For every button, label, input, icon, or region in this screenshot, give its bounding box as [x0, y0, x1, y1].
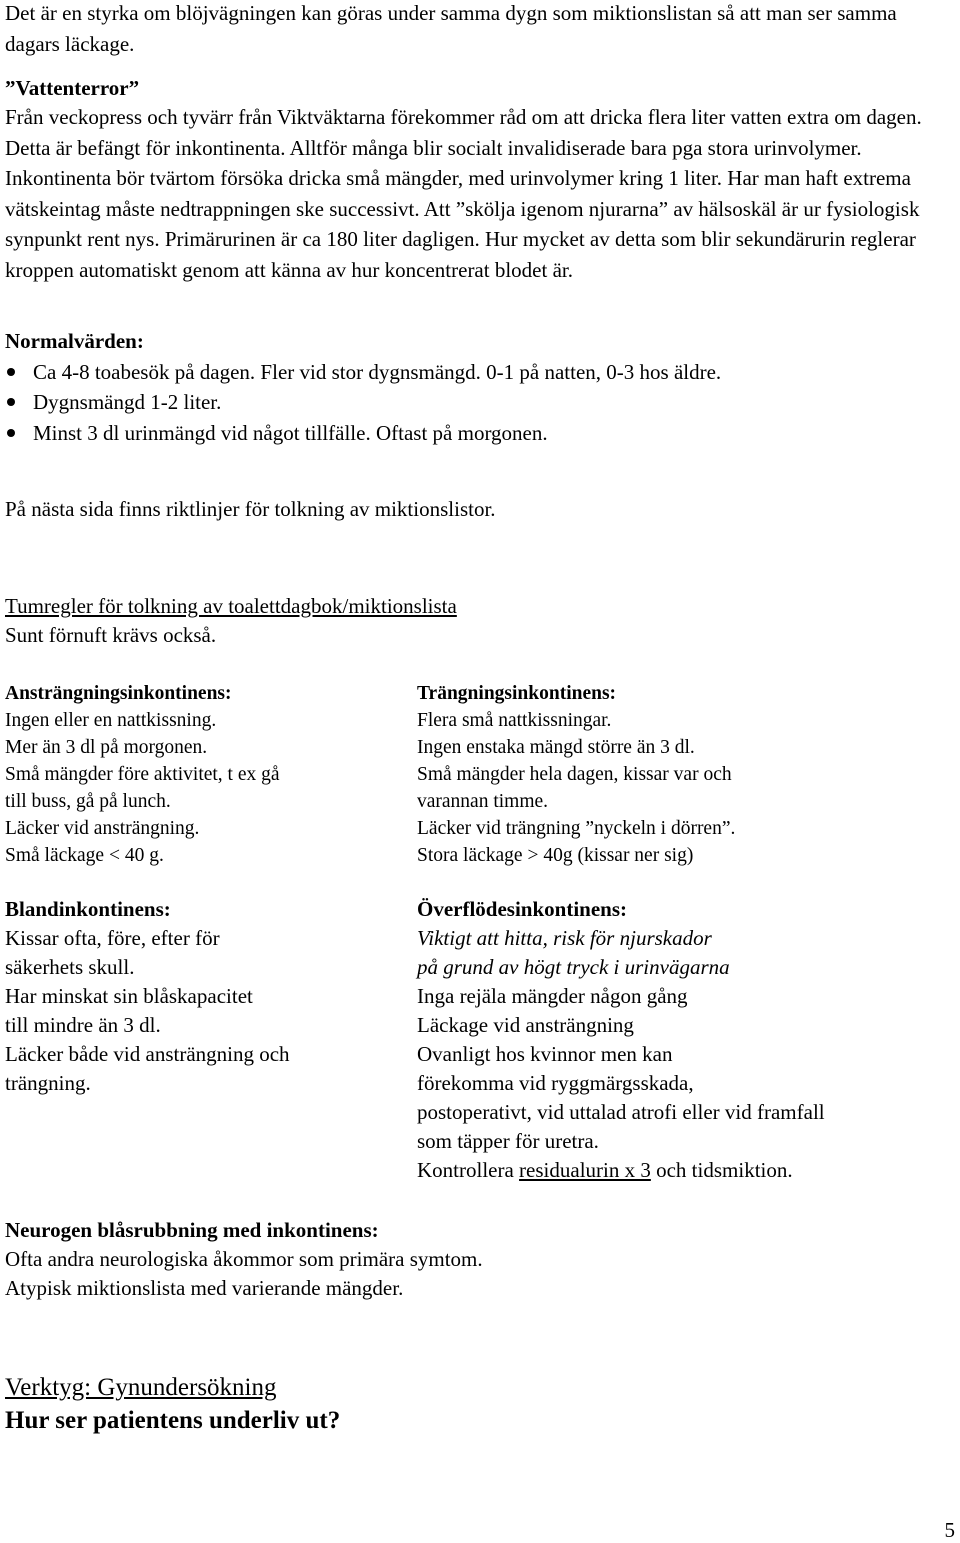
text-line: Läckage vid ansträngning — [417, 1013, 634, 1037]
text-line: Läcker både vid ansträngning och — [5, 1042, 290, 1066]
rules-subtitle: Sunt förnuft krävs också. — [5, 623, 217, 647]
text-line: Viktigt att hitta, risk för njurskador — [417, 926, 712, 950]
text-line: Ovanligt hos kvinnor men kan — [417, 1042, 673, 1066]
text-line: förekomma vid ryggmärgsskada, — [417, 1071, 694, 1095]
section-heading-vattenterror: ”Vattenterror” — [5, 76, 140, 100]
residualurin-link[interactable]: residualurin x 3 — [519, 1158, 651, 1182]
tool-title: Verktyg: Gynundersökning — [5, 1374, 277, 1401]
text-line: varannan timme. — [417, 791, 549, 812]
text-line: Stora läckage > 40g (kissar ner sig) — [417, 845, 694, 866]
tool-subtitle: Hur ser patientens underliv ut? — [5, 1407, 341, 1434]
list-item: Minst 3 dl urinmängd vid något tillfälle. Oftast på morgonen. — [5, 418, 721, 448]
text-line: Inga rejäla mängder någon gång — [417, 984, 688, 1008]
normal-values-heading: Normalvärden: — [5, 329, 144, 353]
mixed-incontinence-heading: Blandinkontinens: — [5, 897, 171, 921]
rules-title: Tumregler för tolkning av toalettdagbok/miktionslista — [5, 594, 457, 618]
urge-incontinence-block — [417, 680, 735, 869]
text-line: postoperativt, vid uttalad atrofi eller vid framfall — [417, 1100, 825, 1124]
text-line: Läcker vid ansträngning. — [5, 818, 200, 839]
page-number: 5 — [944, 1518, 955, 1542]
text-line: Små mängder före aktivitet, t ex gå — [5, 764, 280, 785]
text-line: Kontrollera residualurin x 3 och tidsmiktion. — [417, 1158, 793, 1182]
list-item: Dygnsmängd 1-2 liter. — [5, 387, 721, 417]
neurogenic-heading: Neurogen blåsrubbning med inkontinens: — [5, 1218, 379, 1242]
bullet-icon — [7, 429, 15, 437]
stress-incontinence-block — [5, 680, 280, 869]
text-line: Mer än 3 dl på morgonen. — [5, 737, 208, 758]
text-line: Läcker vid trängning ”nyckeln i dörren”. — [417, 818, 736, 839]
text-line: Ingen eller en nattkissning. — [5, 710, 217, 731]
overflow-incontinence-block — [417, 895, 825, 1185]
text-line: till mindre än 3 dl. — [5, 1013, 161, 1037]
text-line: Små mängder hela dagen, kissar var och — [417, 764, 732, 785]
text-line: till buss, gå på lunch. — [5, 791, 171, 812]
text-line: Har minskat sin blåskapacitet — [5, 984, 253, 1008]
text-line: Små läckage < 40 g. — [5, 845, 164, 866]
next-page-note: På nästa sida finns riktlinjer för tolkning av miktionslistor. — [5, 497, 496, 521]
text-line: Atypisk miktionslista med varierande mängder. — [5, 1276, 404, 1300]
normal-values-list — [5, 357, 721, 448]
text-line: Ingen enstaka mängd större än 3 dl. — [417, 737, 695, 758]
neurogenic-block — [5, 1216, 483, 1303]
text-line: Ofta andra neurologiska åkommor som primära symtom. — [5, 1247, 483, 1271]
text-line: säkerhets skull. — [5, 955, 135, 979]
text-line: Flera små nattkissningar. — [417, 710, 612, 731]
text-line: trängning. — [5, 1071, 91, 1095]
mixed-incontinence-block — [5, 895, 290, 1098]
bullet-icon — [7, 398, 15, 406]
text-line: som täpper för uretra. — [417, 1129, 599, 1153]
intro-paragraph: Det är en styrka om blöjvägningen kan göras under samma dygn som miktionslistan så att man ser samma dagars läckage. — [5, 1, 897, 56]
vattenterror-paragraph: Från veckopress och tyvärr från Viktväktarna förekommer råd om att dricka flera liter vatten extra om dagen. Detta är befängt för inkontinenta. Alltför många blir socialt invalidiserade bara pga stora urinvolymer. Inkontinenta bör tvärtom försöka dricka små mängder, med urinvolymer kring 1 liter. Har man haft extrema vätskeintag måste nedtrappningen ske successivt. Att ”skölja igenom njurarna” av hälsoskäl är ur fysiologisk synpunkt rent nys. Primärurinen är ca 180 liter dagligen. Hur mycket av detta som blir sekundärurin reglerar kroppen automatiskt genom att känna av hur koncentrerat blodet är. — [5, 105, 922, 282]
bullet-icon — [7, 368, 15, 376]
text-line: på grund av högt tryck i urinvägarna — [417, 955, 730, 979]
overflow-incontinence-heading: Överflödesinkontinens: — [417, 897, 628, 921]
text-line: Kissar ofta, före, efter för — [5, 926, 220, 950]
urge-incontinence-heading: Trängningsinkontinens: — [417, 683, 617, 704]
stress-incontinence-heading: Ansträngningsinkontinens: — [5, 683, 232, 704]
list-item: Ca 4-8 toabesök på dagen. Fler vid stor dygnsmängd. 0-1 på natten, 0-3 hos äldre. — [5, 357, 721, 387]
